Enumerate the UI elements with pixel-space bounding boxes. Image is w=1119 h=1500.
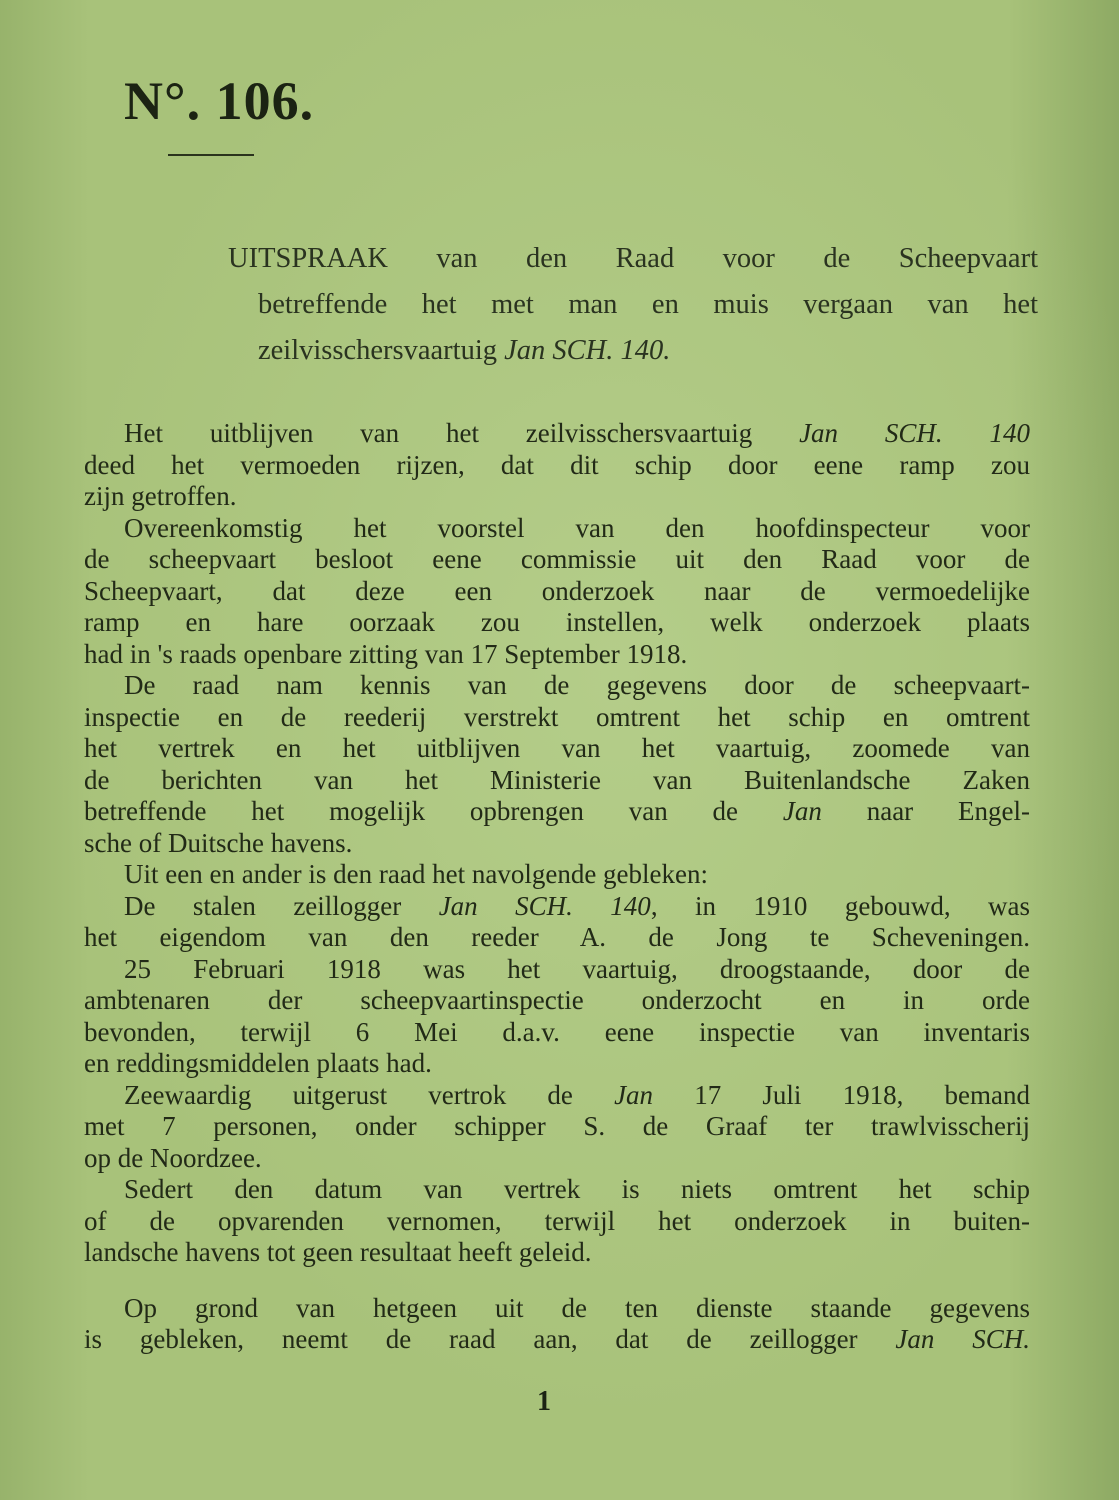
title-divider xyxy=(168,154,254,156)
vessel-name: Jan SCH. 140. xyxy=(504,335,671,366)
vessel-name: Jan SCH. 140 xyxy=(799,418,1030,448)
body-line-text: De stalen zeillogger xyxy=(124,890,439,921)
body-line: het eigendom van den reeder A. de Jong te Scheveningen. xyxy=(84,922,1030,952)
body-line: op de Noordzee. xyxy=(84,1142,262,1173)
body-line: inspectie en de reederij verstrekt omtrent het schip en omtrent xyxy=(84,701,1030,732)
body-line: en reddingsmiddelen plaats had. xyxy=(84,1048,432,1078)
body-line xyxy=(84,1080,1030,1112)
body-line: met 7 personen, onder schipper S. de Graaf ter trawlvisscherij xyxy=(84,1111,1030,1141)
body-line: Scheepvaart, dat deze een onderzoek naar de vermoedelijke xyxy=(84,575,1030,606)
heading-line-1: UITSPRAAK van den Raad voor de Scheepvaart xyxy=(228,243,1038,274)
body-line: zijn getroffen. xyxy=(84,481,237,511)
body-line xyxy=(84,1324,1030,1356)
body-line: ramp en hare oorzaak zou instellen, welk onderzoek plaats xyxy=(84,607,1030,637)
body-line-text: naar Engel- xyxy=(821,796,1030,826)
vessel-name: Jan xyxy=(614,1079,654,1110)
vessel-name: Jan xyxy=(782,796,822,826)
page-number: 1 xyxy=(537,1386,551,1417)
paragraph-gap xyxy=(84,1269,1030,1293)
body-line-text: Het uitblijven van het zeilvisschersvaartuig xyxy=(124,418,800,448)
vessel-name: Jan SCH. 140 xyxy=(438,890,651,921)
body-line-text: betreffende het mogelijk opbrengen van de xyxy=(84,796,783,826)
body-line xyxy=(84,891,1030,923)
body-line-text: Zeewaardig uitgerust vertrok de xyxy=(124,1079,615,1110)
body-line: Op grond van hetgeen uit de ten dienste staande gegevens xyxy=(124,1292,1030,1323)
heading-line-3-text: zeilvisschersvaartuig xyxy=(258,335,505,366)
heading-line-3 xyxy=(228,328,1038,374)
ruling-heading xyxy=(228,236,1038,374)
body-line: de berichten van het Ministerie van Buitenlandsche Zaken xyxy=(84,764,1030,795)
body-line: het vertrek en het uitblijven van het vaartuig, zoomede van xyxy=(84,733,1030,763)
document-body xyxy=(84,418,1030,1356)
heading-line-2: betreffende het met man en muis vergaan van het xyxy=(258,289,1038,320)
body-line-text: 17 Juli 1918, bemand xyxy=(653,1079,1030,1110)
body-line xyxy=(84,418,1030,450)
body-line: sche of Duitsche havens. xyxy=(84,827,353,858)
body-line: ambtenaren der scheepvaartinspectie onderzocht en in orde xyxy=(84,985,1030,1015)
body-line: Uit een en ander is den raad het navolgende gebleken: xyxy=(124,859,709,889)
body-line: Sedert den datum van vertrek is niets omtrent het schip xyxy=(124,1174,1030,1204)
body-line: 25 Februari 1918 was het vaartuig, droogstaande, door de xyxy=(124,953,1030,984)
body-line-text: is gebleken, neemt de raad aan, dat de zeillogger xyxy=(84,1324,896,1354)
body-line: landsche havens tot geen resultaat heeft geleid. xyxy=(84,1237,592,1267)
body-line: had in 's raads openbare zitting van 17 September 1918. xyxy=(84,638,688,669)
vessel-name: Jan SCH. xyxy=(895,1324,1030,1354)
body-line xyxy=(84,796,1030,828)
body-line: De raad nam kennis van de gegevens door de scheepvaart- xyxy=(124,670,1030,700)
body-line: Overeenkomstig het voorstel van den hoofdinspecteur voor xyxy=(124,512,1030,543)
body-line: deed het vermoeden rijzen, dat dit schip door eene ramp zou xyxy=(84,449,1030,480)
document-number: N°. 106. xyxy=(124,71,315,131)
body-line-text: , in 1910 gebouwd, was xyxy=(650,890,1030,921)
body-line: of de opvarenden vernomen, terwijl het onderzoek in buiten- xyxy=(84,1205,1030,1236)
body-line: de scheepvaart besloot eene commissie uit den Raad voor de xyxy=(84,544,1030,574)
body-line: bevonden, terwijl 6 Mei d.a.v. eene inspectie van inventaris xyxy=(84,1016,1030,1047)
